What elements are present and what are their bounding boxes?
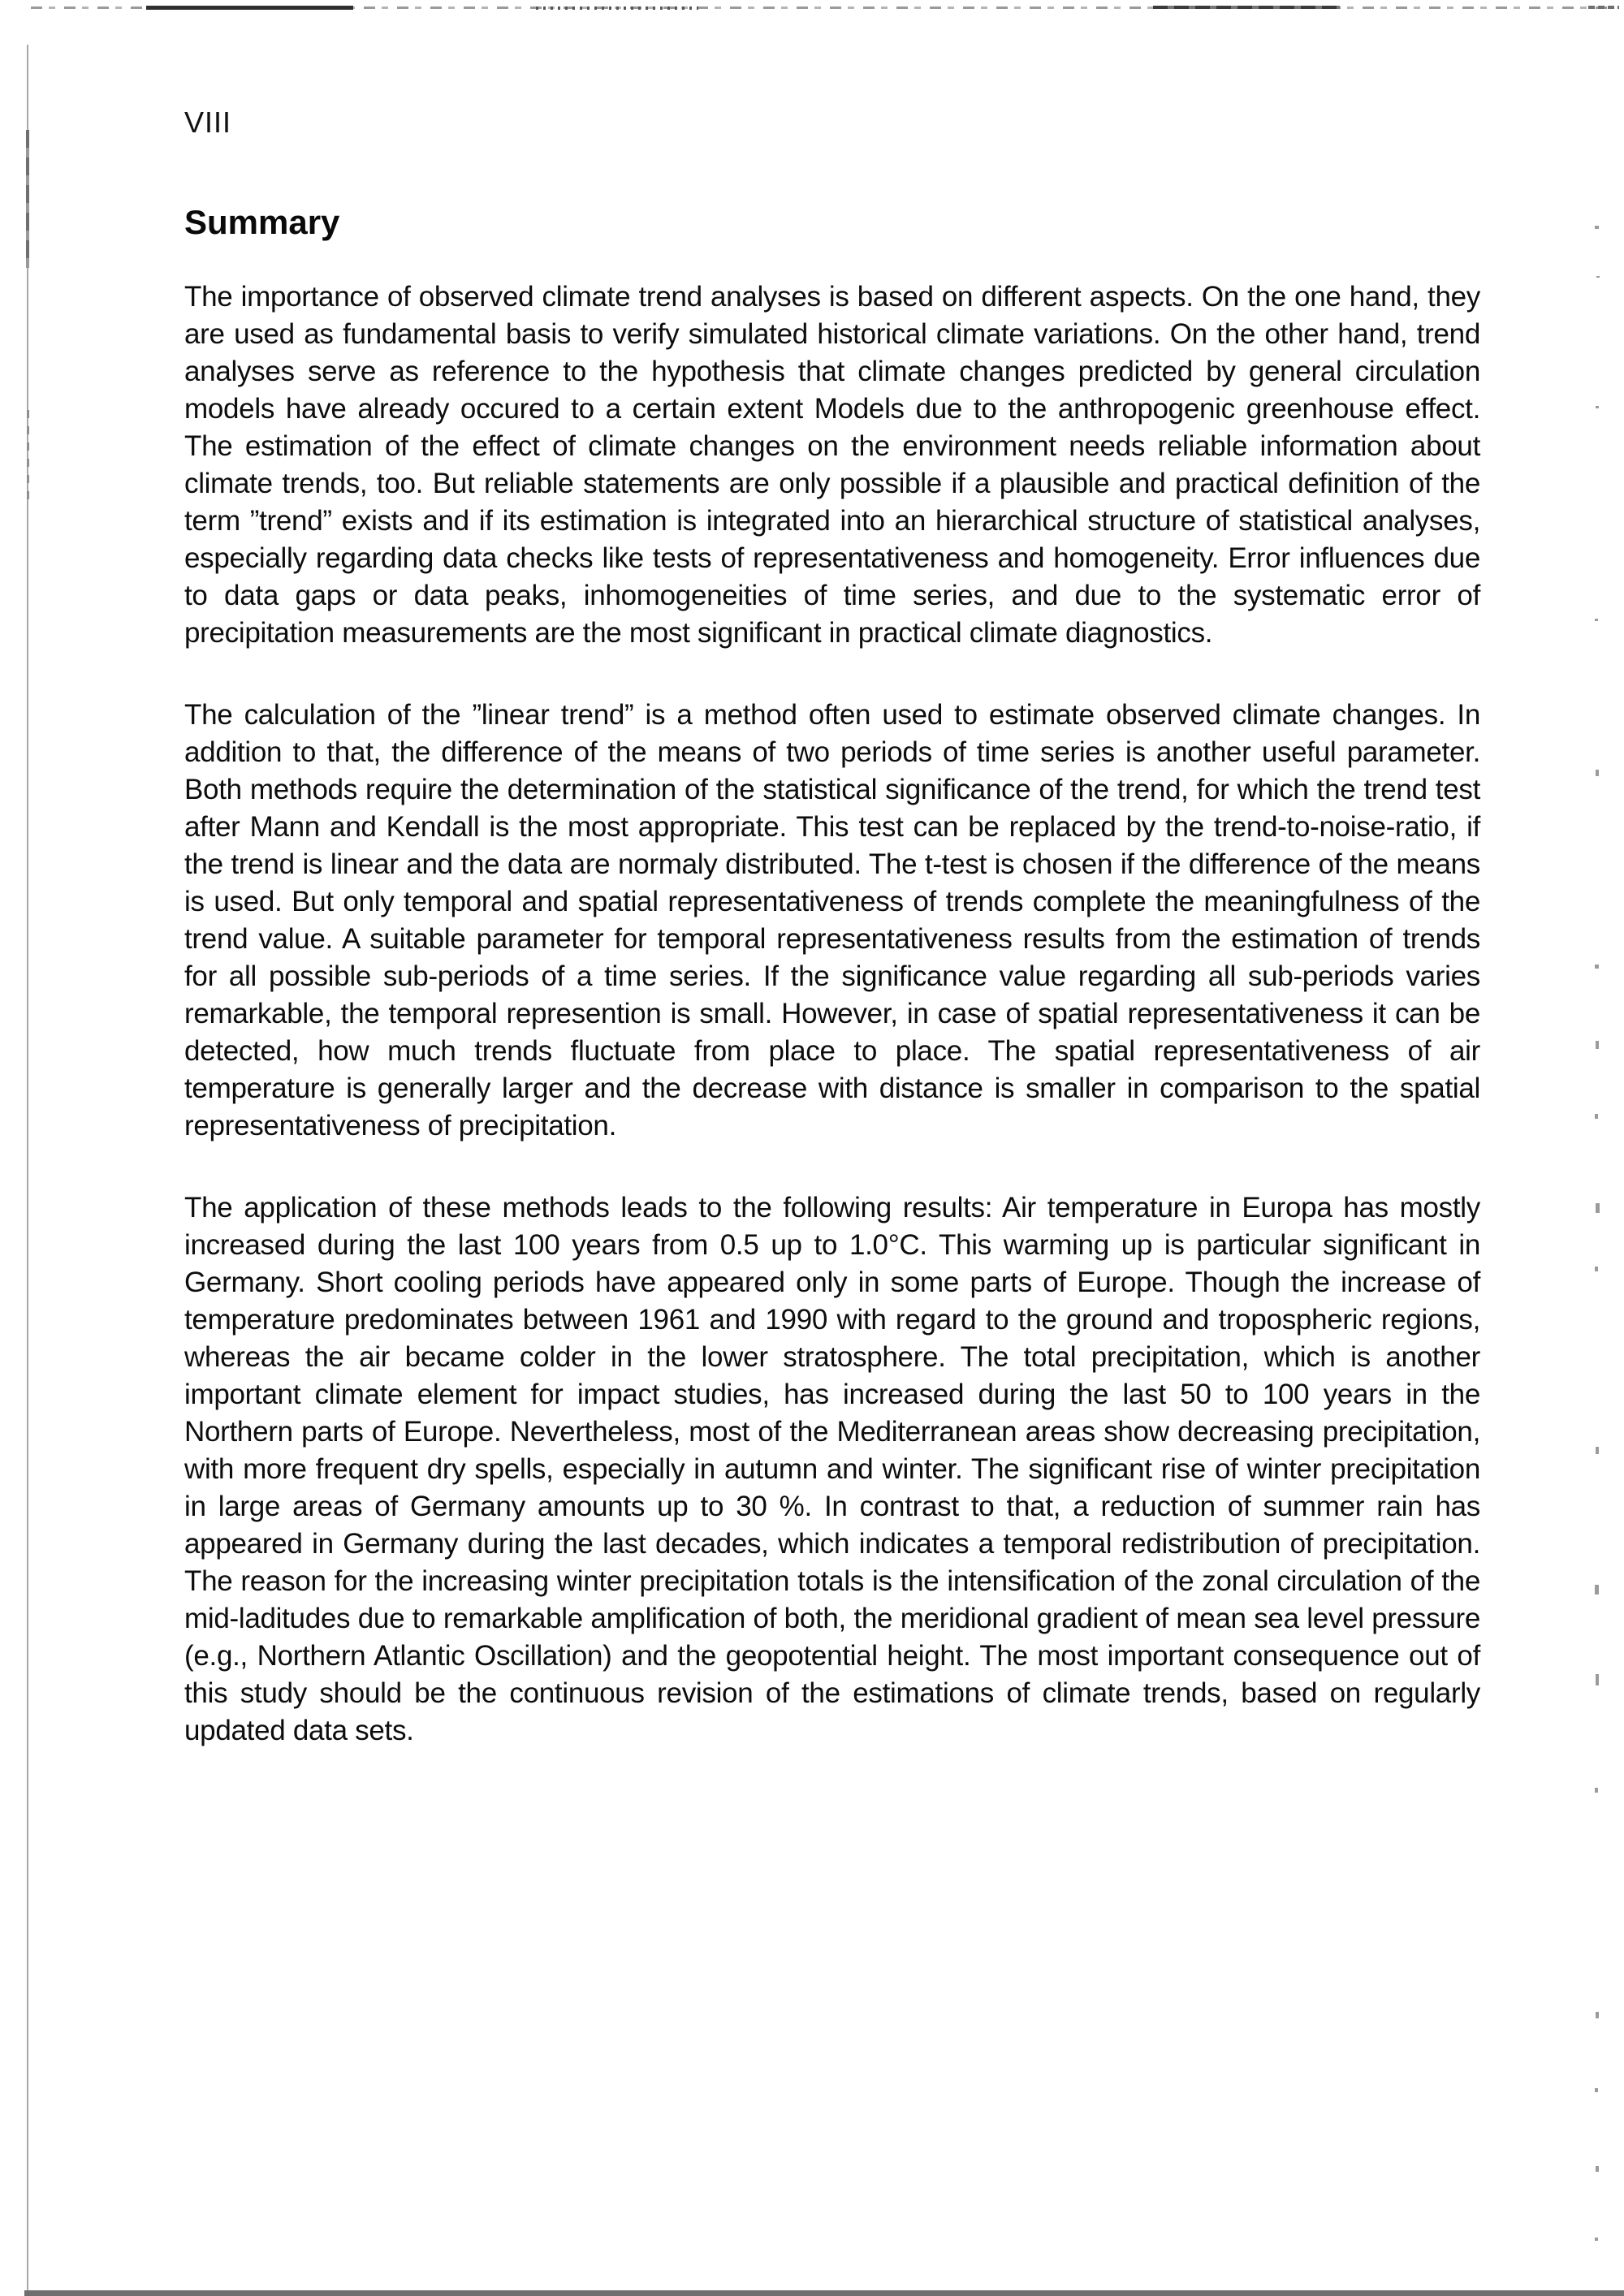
page-number: VIII [184, 106, 232, 139]
section-heading: Summary [184, 203, 340, 241]
scan-artifact-top-dark-segment [1153, 6, 1340, 9]
scan-speck [1596, 1674, 1599, 1685]
scan-artifact-left-dashes [27, 410, 29, 499]
paragraph-2: The calculation of the ”linear trend” is a method often used to estimate observed climate changes. In addition to that, the difference of the means of two periods of time series is another useful parameter. Both methods require the determination of the statistical significance of the trend, for which the trend test after Mann and Kendall is the most appropriate. This test can be replaced by the trend-to-noise-ratio, if the trend is linear and the data are normaly distributed. The t-test is chosen if the difference of the means is used. But only temporal and spatial representativeness of trends complete the meaningfulness of the trend value. A suitable parameter for temporal representativeness results from the estimation of trends for all possible sub-periods of a time series. If the significance value regarding all sub-periods varies remarkable, the temporal represention is small. However, in case of spatial representativeness it can be detected, how much trends fluctuate from place to place. The spatial representativeness of air temperature is generally larger and the decrease with distance is smaller in comparison to the spatial representativeness of precipitation. [184, 699, 1480, 1142]
scan-speck [1595, 965, 1599, 969]
scan-speck [1596, 2166, 1599, 2172]
scan-artifact-top-right-dash [1588, 6, 1619, 9]
scan-speck [1596, 1041, 1599, 1049]
scan-speck [1596, 1203, 1600, 1213]
scan-artifact-top-dark-segment [146, 6, 353, 10]
paragraph-1: The importance of observed climate trend analyses is based on different aspects. On the one hand, they are used as fundamental basis to verify simulated historical climate variations. On the other hand, trend analyses serve as reference to the hypothesis that climate changes predicted by general circulation models have already occured to a certain extent Models due to the anthropogenic greenhouse effect. The estimation of the effect of climate changes on the environment needs reliable information about climate trends, too. But reliable statements are only possible if a plausible and practical definition of the term ”trend” exists and if its estimation is integrated into an hierarchical structure of statistical analyses, especially regarding data checks like tests of representativeness and homogeneity. Error influences due to data gaps or data peaks, inhomogeneities of time series, and due to the systematic error of precipitation measurements are the most significant in practical climate diagnostics. [184, 281, 1480, 649]
scan-artifact-left-edge [27, 45, 28, 2296]
scan-artifact-bottom-edge [24, 2290, 1624, 2296]
text-block [184, 106, 1480, 1794]
scan-speck [1595, 1267, 1598, 1271]
scan-speck [1595, 226, 1599, 229]
scan-speck [1596, 2012, 1599, 2018]
scan-speck [1595, 1585, 1599, 1595]
scan-speck [1596, 1447, 1599, 1454]
scan-speck [1595, 1788, 1598, 1793]
scan-artifact-top-ticks [536, 6, 698, 10]
scan-speck [1596, 770, 1599, 776]
scan-artifact-top-edge [31, 6, 1613, 9]
scan-speck [1596, 406, 1599, 408]
scan-speck [1595, 2088, 1598, 2092]
scan-speck [1595, 2238, 1598, 2241]
scan-speck [1596, 276, 1600, 278]
scan-artifact-left-edge-dark [26, 130, 29, 268]
scan-speck [1595, 619, 1598, 621]
paragraph-3: The application of these methods leads to the following results: Air temperature in Europa has mostly increased during the last 100 years from 0.5 up to 1.0°C. This warming up is particular significant in Germany. Short cooling periods have appeared only in some parts of Europe. Though the increase of temperature predominates between 1961 and 1990 with regard to the ground and tropospheric regions, whereas the air became colder in the lower stratosphere. The total precipitation, which is another important climate element for impact studies, has increased during the last 50 to 100 years in the Northern parts of Europe. Nevertheless, most of the Mediterranean areas show decreasing precipitation, with more frequent dry spells, especially in autumn and winter. The significant rise of winter precipitation in large areas of Germany amounts up to 30 %. In contrast to that, a reduction of summer rain has appeared in Germany during the last decades, which indicates a temporal redistribution of precipitation. The reason for the increasing winter precipitation totals is the intensification of the zonal circulation of the mid-laditudes due to remarkable amplification of both, the meridional gradient of mean sea level pressure (e.g., Northern Atlantic Oscillation) and the geopotential height. The most important consequence out of this study should be the continuous revision of the estimations of climate trends, based on regularly updated data sets. [184, 1192, 1480, 1746]
scan-speck [1595, 1114, 1598, 1119]
